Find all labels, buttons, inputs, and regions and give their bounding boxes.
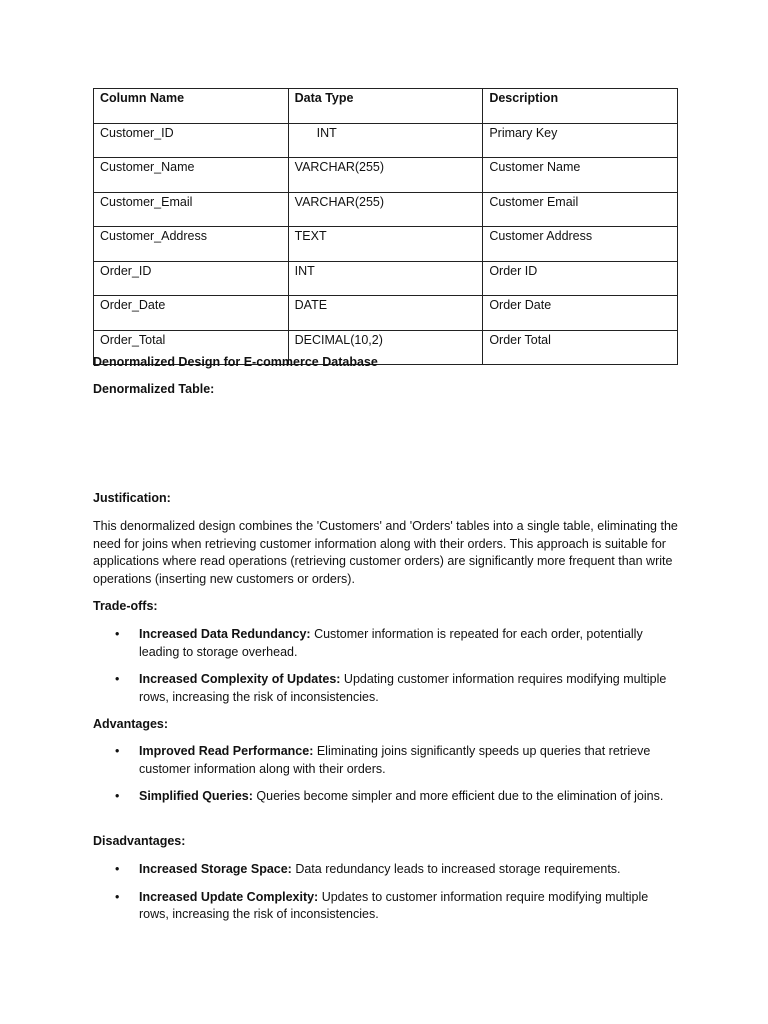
item-term: Simplified Queries: [139,789,253,803]
disadvantages-title: Disadvantages: [93,834,186,848]
bullet-icon: • [115,672,120,686]
item-text: Updating customer information requires modifying multiple rows, increasing the risk of inconsistencies. [139,672,667,704]
table-cell: Order Date [483,296,678,331]
item-text: Customer information is repeated for each order, potentially leading to storage overhead. [139,627,643,659]
table-cell: INT [288,123,483,158]
item-term: Improved Read Performance: [139,744,314,758]
justification-title: Justification: [93,491,171,505]
item-term: Increased Complexity of Updates: [139,672,341,686]
list-item [93,743,678,778]
schema-table [93,88,678,365]
table-row [94,261,678,296]
table-cell: Order_Date [94,296,289,331]
list-item [93,889,678,924]
advantages-list [93,743,678,816]
bullet-icon: • [115,627,120,641]
table-cell: Order_Total [94,330,289,365]
table-cell: Customer_Name [94,158,289,193]
table-cell: Primary Key [483,123,678,158]
advantages-title: Advantages: [93,717,169,731]
table-cell: Customer_Email [94,192,289,227]
header-cell: Description [483,89,678,124]
item-term: Increased Update Complexity: [139,889,319,904]
table-cell: DECIMAL(10,2) [288,330,483,365]
table-header-row [94,89,678,124]
list-item [93,861,678,879]
item-term: Increased Data Redundancy: [139,627,311,641]
table-cell: TEXT [288,227,483,262]
bullet-icon: • [115,789,120,803]
justification-text: This denormalized design combines the 'Customers' and 'Orders' tables into a single table, eliminating the need for joins when retrieving customer information along with their orders. This approach is suitable for applications where read operations (retrieving customer orders) are significantly more frequent than write operations (inserting new customers or orders). [93,519,678,586]
disadvantages-list [93,861,678,934]
list-item [93,626,678,661]
item-term: Increased Storage Space: [139,862,292,876]
table-cell: Customer_Address [94,227,289,262]
list-item [93,788,678,806]
table-cell: Order_ID [94,261,289,296]
table-row [94,123,678,158]
section-heading: Denormalized Design for E-commerce Database [93,355,378,369]
tradeoffs-title: Trade-offs: [93,599,158,613]
table-cell: Customer Name [483,158,678,193]
item-text: Updates to customer information require modifying multiple rows, increasing the risk of inconsistencies. [139,889,649,921]
table-cell: Order ID [483,261,678,296]
header-cell: Column Name [94,89,289,124]
bullet-icon: • [115,889,120,904]
subheading: Denormalized Table: [93,382,215,396]
table-cell: VARCHAR(255) [288,192,483,227]
table-row [94,158,678,193]
table-row [94,227,678,262]
item-text: Data redundancy leads to increased storage requirements. [291,862,621,876]
header-cell: Data Type [288,89,483,124]
table-cell: Customer Email [483,192,678,227]
tradeoffs-list [93,626,678,716]
table-row [94,192,678,227]
list-item [93,671,678,706]
table-cell: Customer_ID [94,123,289,158]
table-cell: DATE [288,296,483,331]
bullet-icon: • [115,744,120,758]
table-cell: Customer Address [483,227,678,262]
table-row [94,296,678,331]
item-text: Eliminating joins significantly speeds up queries that retrieve customer information along with their orders. [139,744,651,776]
bullet-icon: • [115,862,120,876]
table-cell: Order Total [483,330,678,365]
table-cell: VARCHAR(255) [288,158,483,193]
table-cell: INT [288,261,483,296]
item-text: Queries become simpler and more efficient due to the elimination of joins. [252,789,664,803]
